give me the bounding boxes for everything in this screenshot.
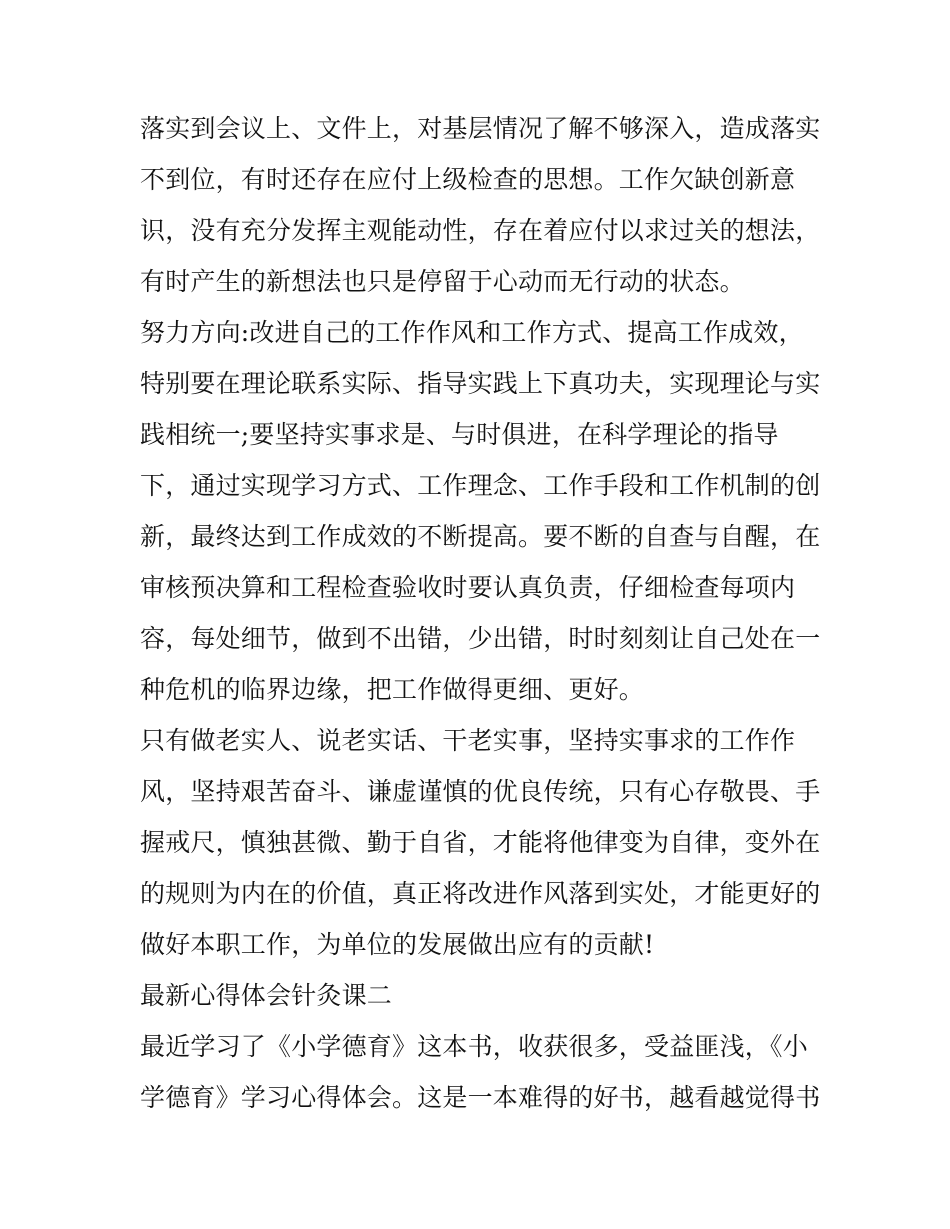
text-line: 落实到会议上、文件上，对基层情况了解不够深入，造成落实 [140,114,821,143]
text-line: 践相统一;要坚持实事求是、与时俱进，在科学理论的指导 [140,420,779,449]
section-heading: 最新心得体会针灸课二 [140,981,393,1010]
text-line: 努力方向:改进自己的工作作风和工作方式、提高工作成效， [140,318,804,347]
text-line: 学德育》学习心得体会。这是一本难得的好书，越看越觉得书 [140,1083,821,1112]
text-line: 只有做老实人、说老实话、干老实事，坚持实事求的工作作 [140,726,796,755]
text-line: 新，最终达到工作成效的不断提高。要不断的自查与自醒，在 [140,522,821,551]
text-line: 握戒尺，慎独甚微、勤于自省，才能将他律变为自律，变外在 [140,828,821,857]
text-line: 识，没有充分发挥主观能动性，存在着应付以求过关的想法， [140,216,821,245]
text-line: 风，坚持艰苦奋斗、谦虚谨慎的优良传统，只有心存敬畏、手 [140,777,821,806]
text-line: 种危机的临界边缘，把工作做得更细、更好。 [140,675,645,704]
text-line: 做好本职工作，为单位的发展做出应有的贡献! [140,930,655,959]
text-line: 特别要在理论联系实际、指导实践上下真功夫，实现理论与实 [140,369,821,398]
text-line: 的规则为内在的价值，真正将改进作风落到实处，才能更好的 [140,879,821,908]
text-line: 有时产生的新想法也只是停留于心动而无行动的状态。 [140,267,745,296]
text-line: 审核预决算和工程检查验收时要认真负责，仔细检查每项内 [140,573,796,602]
text-line: 最近学习了《小学德育》这本书，收获很多，受益匪浅，《小 [140,1032,808,1061]
text-line: 不到位，有时还存在应付上级检查的思想。工作欠缺创新意 [140,165,796,194]
document-body [140,103,820,1123]
text-line: 容，每处细节，做到不出错，少出错，时时刻刻让自己处在一 [140,624,821,653]
text-line: 下，通过实现学习方式、工作理念、工作手段和工作机制的创 [140,471,821,500]
